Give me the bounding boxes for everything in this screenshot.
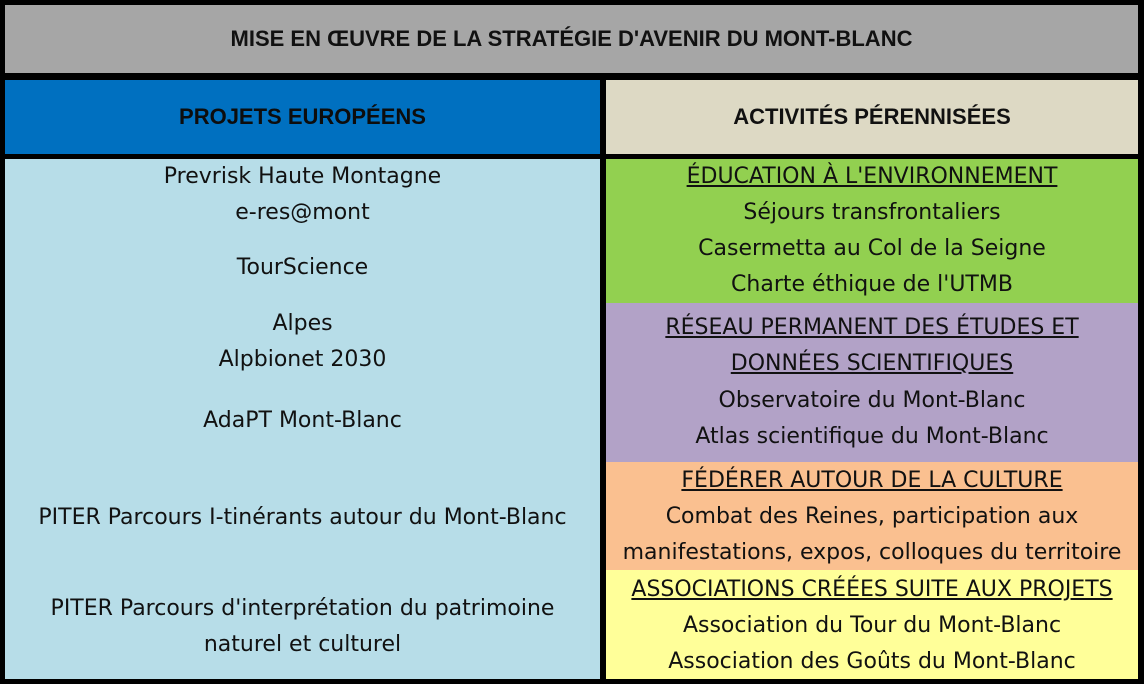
activity-associations-block: [606, 570, 1138, 679]
project-item: AdaPT Mont-Blanc: [203, 408, 402, 433]
activity-item: Atlas scientifique du Mont-Blanc: [695, 424, 1049, 449]
project-item: Prevrisk Haute Montagne: [163, 164, 442, 189]
table-title: [5, 5, 1138, 73]
projects-column: [5, 159, 600, 679]
activity-item: Association des Goûts du Mont-Blanc: [668, 649, 1076, 674]
project-item: naturel et culturel: [203, 632, 402, 657]
header-left-label: PROJETS EUROPÉENS: [179, 104, 426, 129]
project-item: TourScience: [236, 255, 369, 280]
activity-item: Séjours transfrontaliers: [743, 200, 1001, 225]
header-projets-europeens: [5, 80, 600, 154]
activity-heading: ASSOCIATIONS CRÉÉES SUITE AUX PROJETS: [631, 577, 1113, 602]
activity-item: Association du Tour du Mont-Blanc: [682, 613, 1062, 638]
activity-education-block: [606, 159, 1138, 303]
activity-heading: ÉDUCATION À L'ENVIRONNEMENT: [686, 164, 1058, 189]
activity-heading: DONNÉES SCIENTIFIQUES: [730, 351, 1014, 376]
activity-heading: FÉDÉRER AUTOUR DE LA CULTURE: [681, 468, 1063, 493]
project-item: PITER Parcours I-tinérants autour du Mont-Blanc: [38, 505, 567, 530]
header-activites-perennisees: [606, 80, 1138, 154]
project-item: e-res@mont: [235, 200, 370, 225]
table-title-text: MISE EN ŒUVRE DE LA STRATÉGIE D'AVENIR DU MONT-BLANC: [230, 26, 913, 51]
header-right-label: ACTIVITÉS PÉRENNISÉES: [733, 104, 1011, 129]
activity-item: Observatoire du Mont-Blanc: [718, 388, 1026, 413]
activity-reseau-block: [606, 303, 1138, 462]
activity-heading: RÉSEAU PERMANENT DES ÉTUDES ET: [665, 315, 1079, 340]
project-item: Alpes: [272, 311, 333, 336]
project-item: Alpbionet 2030: [218, 347, 387, 372]
activity-item: manifestations, expos, colloques du territoire: [622, 540, 1122, 565]
activity-item: Casermetta au Col de la Seigne: [698, 236, 1046, 261]
activity-culture-block: [606, 462, 1138, 570]
activity-item: Charte éthique de l'UTMB: [731, 272, 1013, 297]
project-item: PITER Parcours d'interprétation du patrimoine: [50, 596, 555, 621]
activity-item: Combat des Reines, participation aux: [665, 504, 1079, 529]
